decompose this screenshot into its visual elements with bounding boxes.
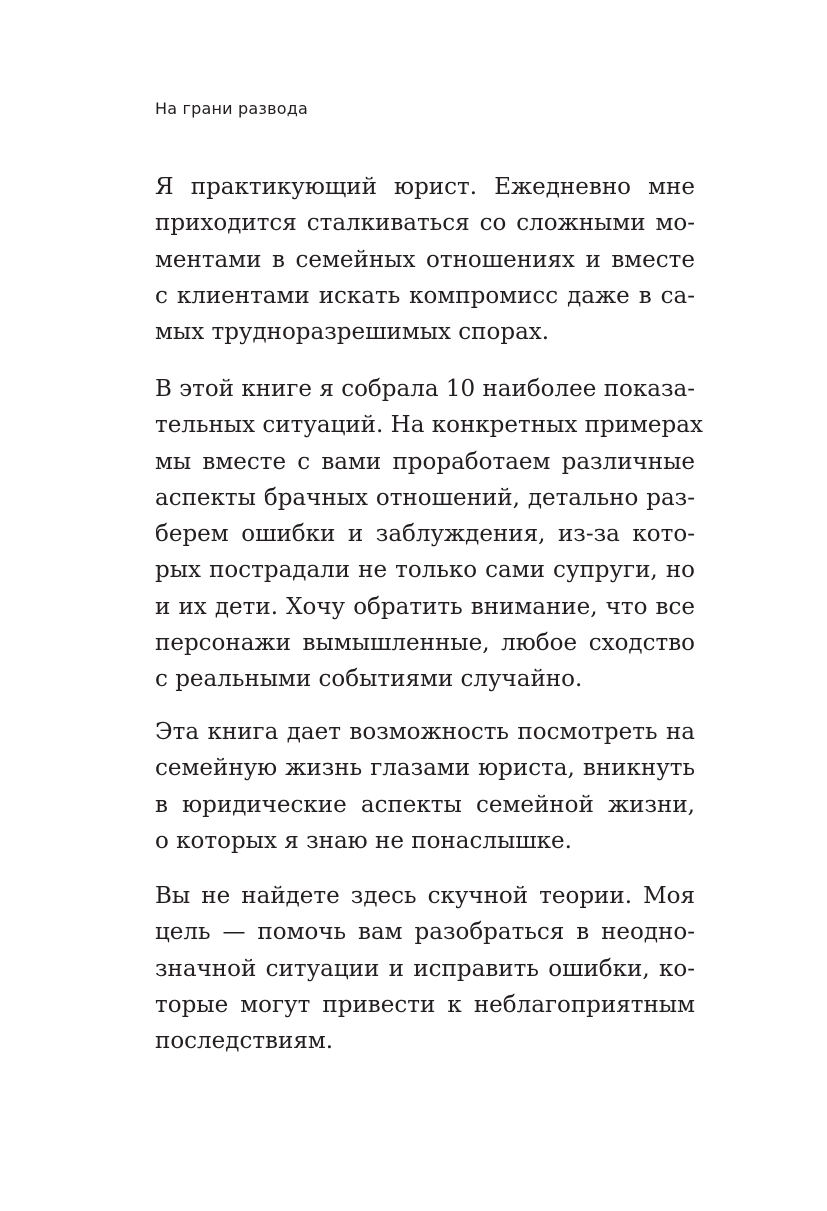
text-line: в юридические аспекты семейной жизни, [155, 791, 695, 818]
text-line: аспекты брачных отношений, детально раз- [155, 484, 695, 511]
text-line: о которых я знаю не понаслышке. [155, 827, 572, 854]
text-line: цель — помочь вам разобраться в неодно- [155, 919, 695, 946]
text-line: торые могут привести к неблагоприятным [155, 991, 695, 1018]
text-line: персонажи вымышленные, любое сходство [155, 630, 695, 657]
text-line: с клиентами искать компромисс даже в са- [155, 282, 695, 309]
text-line: и их дети. Хочу обратить внимание, что все [155, 593, 695, 620]
paragraph-1 [155, 169, 695, 350]
text-line: тельных ситуаций. На конкретных примерах [155, 412, 703, 439]
text-line: Я практикующий юрист. Ежедневно мне [155, 174, 695, 200]
paragraph-3 [155, 714, 695, 859]
text-line: значной ситуации и исправить ошибки, ко- [155, 955, 695, 982]
text-line: Эта книга дает возможность посмотреть на [155, 719, 695, 745]
running-head-title: На грани развода [155, 99, 308, 118]
text-line: приходится сталкиваться со сложными мо- [155, 210, 695, 237]
text-line: Вы не найдете здесь скучной теории. Моя [155, 883, 695, 909]
text-line: мы вместе с вами проработаем различные [155, 448, 695, 475]
text-line: с реальными событиями случайно. [155, 666, 583, 693]
text-line: берем ошибки и заблуждения, из-за кото- [155, 521, 695, 548]
text-line: В этой книге я собрала 10 наиболее показа- [155, 376, 695, 402]
text-line: последствиям. [155, 1028, 334, 1055]
paragraph-4 [155, 878, 695, 1059]
text-line: рых пострадали не только сами супруги, но [155, 557, 695, 584]
paragraph-2 [155, 371, 703, 698]
text-line: ментами в семейных отношениях и вместе [155, 246, 695, 273]
text-line: мых трудноразрешимых спорах. [155, 319, 550, 346]
text-line: семейную жизнь глазами юриста, вникнуть [155, 755, 695, 782]
